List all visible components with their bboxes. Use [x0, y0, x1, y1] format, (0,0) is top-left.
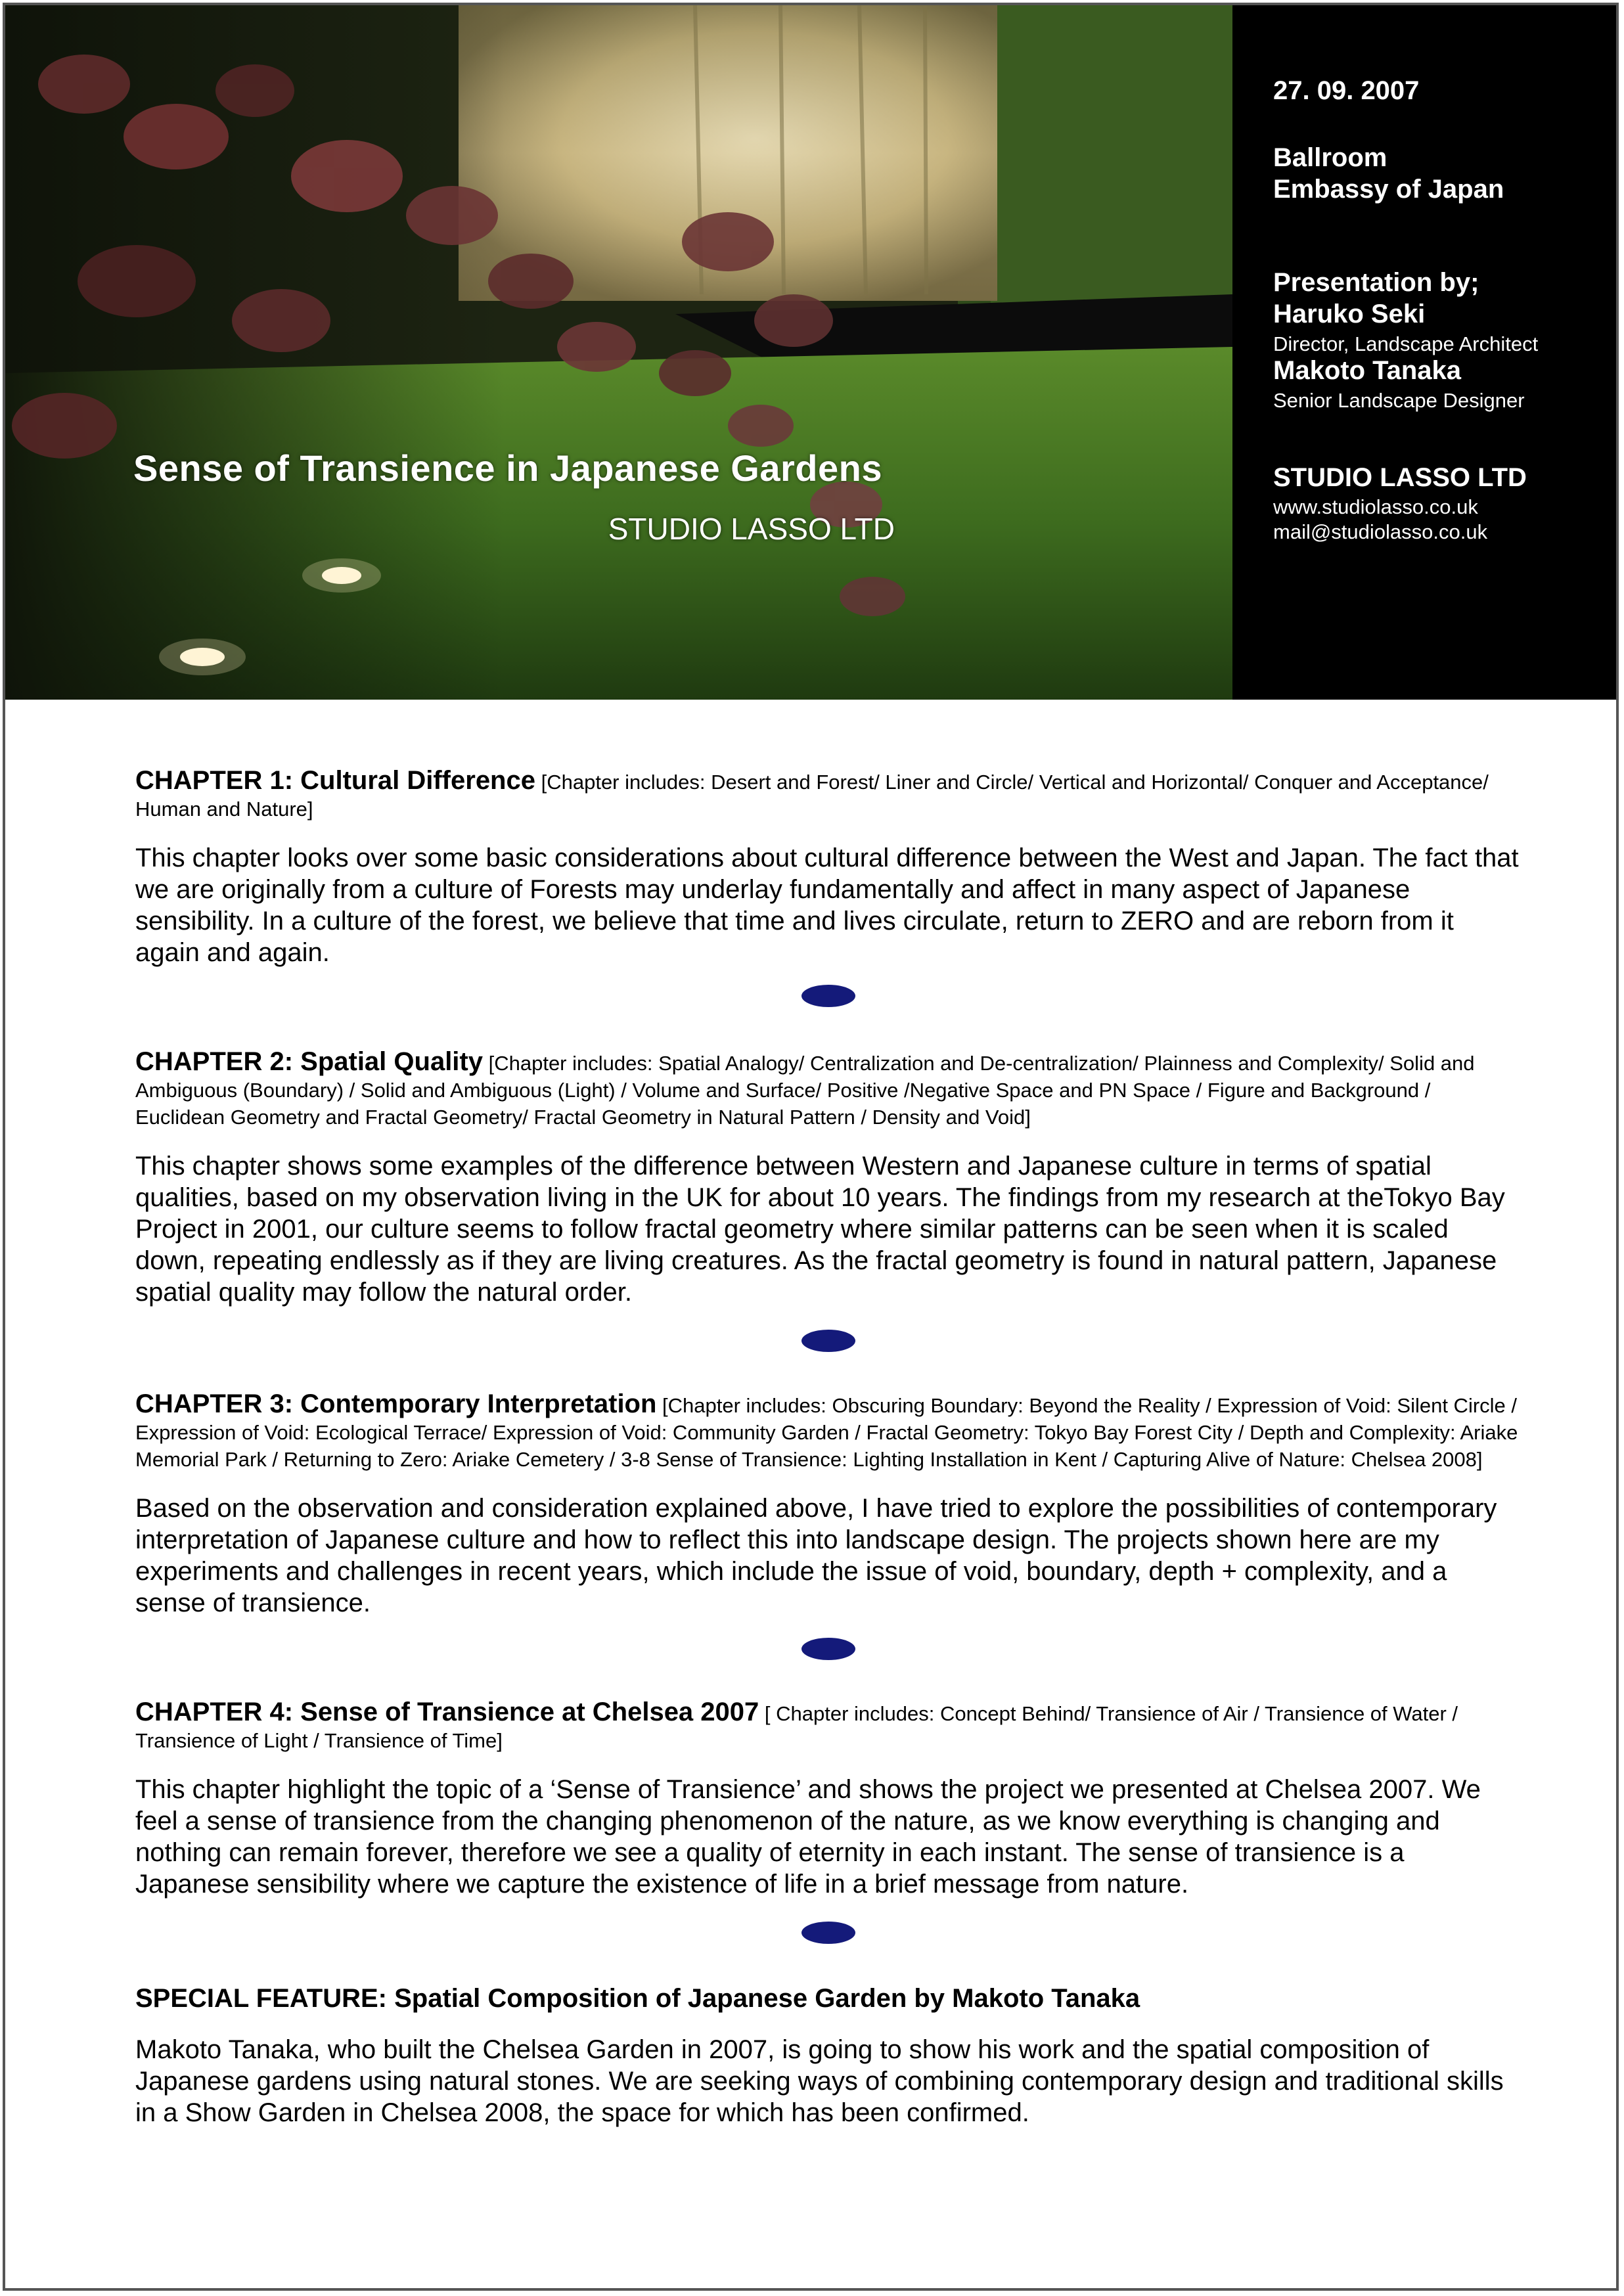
info-panel	[1232, 5, 1619, 700]
garden-photo-icon	[5, 5, 1232, 700]
venue-line2: Embassy of Japan	[1273, 175, 1504, 204]
divider-ellipse-icon	[801, 983, 856, 1009]
chapter-includes: [Chapter includes: Obscuring Boundary: Beyond the Reality / Expression of Void: Silent Circle / Expression of Void: Ecological Terrace/ Expression of Void: Community Garden / Fractal Geometry: Tokyo Bay Forest City / Depth and Complexity: Ariake Memorial Park / Returning to Zero: Ariake Cemetery / 3-8 Sense of Transience: Lighting Installation in Kent / Capturing Alive of Nature: Chelsea 2008]	[135, 1394, 1518, 1471]
chapter-body: This chapter looks over some basic considerations about cultural difference between the West and Japan. The fact that we are originally from a culture of Forests may underlay fundamentally and affect in many aspect of Japanese sensibility. In a culture of the forest, we believe that time and lives circulate, return to ZERO and are reborn from it again and again.	[135, 844, 1519, 967]
divider-ellipse-icon	[801, 1328, 856, 1354]
chapter-title: CHAPTER 4: Sense of Transience at Chelsea 2007	[135, 1698, 759, 1726]
chapter-4	[135, 1699, 1522, 1900]
page-frame	[3, 3, 1619, 2291]
hero-title: Sense of Transience in Japanese Gardens	[133, 447, 882, 489]
divider-ellipse-icon	[801, 1920, 856, 1946]
divider-ellipse-icon	[801, 1636, 856, 1662]
presenter1-role: Director, Landscape Architect	[1273, 332, 1539, 355]
hero-subtitle: STUDIO LASSO LTD	[608, 512, 895, 546]
presenter2-role: Senior Landscape Designer	[1273, 389, 1525, 412]
event-date: 27. 09. 2007	[1273, 76, 1420, 105]
chapter-2	[135, 1048, 1522, 1308]
presentation-by: Presentation by;	[1273, 268, 1479, 297]
special-feature-title: SPECIAL FEATURE: Spatial Composition of Japanese Garden by Makoto Tanaka	[135, 1984, 1140, 2013]
chapter-title: CHAPTER 1: Cultural Difference	[135, 766, 535, 795]
company-name: STUDIO LASSO LTD	[1273, 463, 1527, 492]
chapter-heading	[135, 767, 1522, 822]
chapter-includes: [ Chapter includes: Concept Behind/ Transience of Air / Transience of Water / Transience of Light / Transience of Time]	[135, 1702, 1458, 1752]
special-feature-body: Makoto Tanaka, who built the Chelsea Garden in 2007, is going to show his work and the spatial composition of Japanese gardens using natural stones. We are seeking ways of combining contemporary design and traditional skills in a Show Garden in Chelsea 2008, the space for which has been confirmed.	[135, 2035, 1504, 2127]
chapter-body: This chapter highlight the topic of a ‘Sense of Transience’ and shows the project we presented at Chelsea 2007. We feel a sense of transience from the changing phenomenon of the nature, as we know everything is changing and nothing can remain forever, therefore we see a quality of eternity in each instant. The sense of transience is a Japanese sensibility where we capture the existence of life in a brief message from nature.	[135, 1775, 1481, 1899]
email-link[interactable]: mail@studiolasso.co.uk	[1273, 520, 1488, 543]
chapter-1	[135, 767, 1522, 968]
content	[135, 767, 1522, 2128]
presenter1-name: Haruko Seki	[1273, 300, 1426, 328]
chapter-body: Based on the observation and consideration explained above, I have tried to explore the possibilities of contemporary interpretation of Japanese culture and how to reflect this into landscape design. The projects shown here are my experiments and challenges in recent years, which include the issue of void, boundary, depth + complexity, and a sense of transience.	[135, 1494, 1497, 1617]
chapter-includes: [Chapter includes: Spatial Analogy/ Centralization and De-centralization/ Plainness and Complexity/ Solid and Ambiguous (Boundary) / Solid and Ambiguous (Light) / Volume and Surface/ Positive /Negative Space and PN Space / Figure and Background / Euclidean Geometry and Fractal Geometry/ Fractal Geometry in Natural Pattern / Density and Void]	[135, 1052, 1475, 1129]
chapter-title: CHAPTER 3: Contemporary Interpretation	[135, 1389, 657, 1418]
presenter2-name: Makoto Tanaka	[1273, 356, 1461, 385]
chapter-body: This chapter shows some examples of the difference between Western and Japanese culture in terms of spatial qualities, based on my observation living in the UK for about 10 years. The findings from my research at theTokyo Bay Project in 2001, our culture seems to follow fractal geometry where similar patterns can be seen when it is scaled down, repeating endlessly as if they are living creatures. As the fractal geometry is found in natural pattern, Japanese spatial quality may follow the natural order.	[135, 1152, 1505, 1307]
chapter-includes: [Chapter includes: Desert and Forest/ Liner and Circle/ Vertical and Horizontal/ Conquer and Acceptance/ Human and Nature]	[135, 771, 1489, 821]
venue-line1: Ballroom	[1273, 143, 1387, 172]
chapter-heading	[135, 1048, 1522, 1131]
website-link[interactable]: www.studiolasso.co.uk	[1273, 495, 1478, 518]
chapter-heading	[135, 1699, 1522, 1754]
hero-image	[5, 5, 1232, 700]
chapter-title: CHAPTER 2: Spatial Quality	[135, 1047, 483, 1076]
chapter-3	[135, 1391, 1522, 1619]
chapter-heading	[135, 1391, 1522, 1473]
special-feature	[135, 1983, 1522, 2128]
